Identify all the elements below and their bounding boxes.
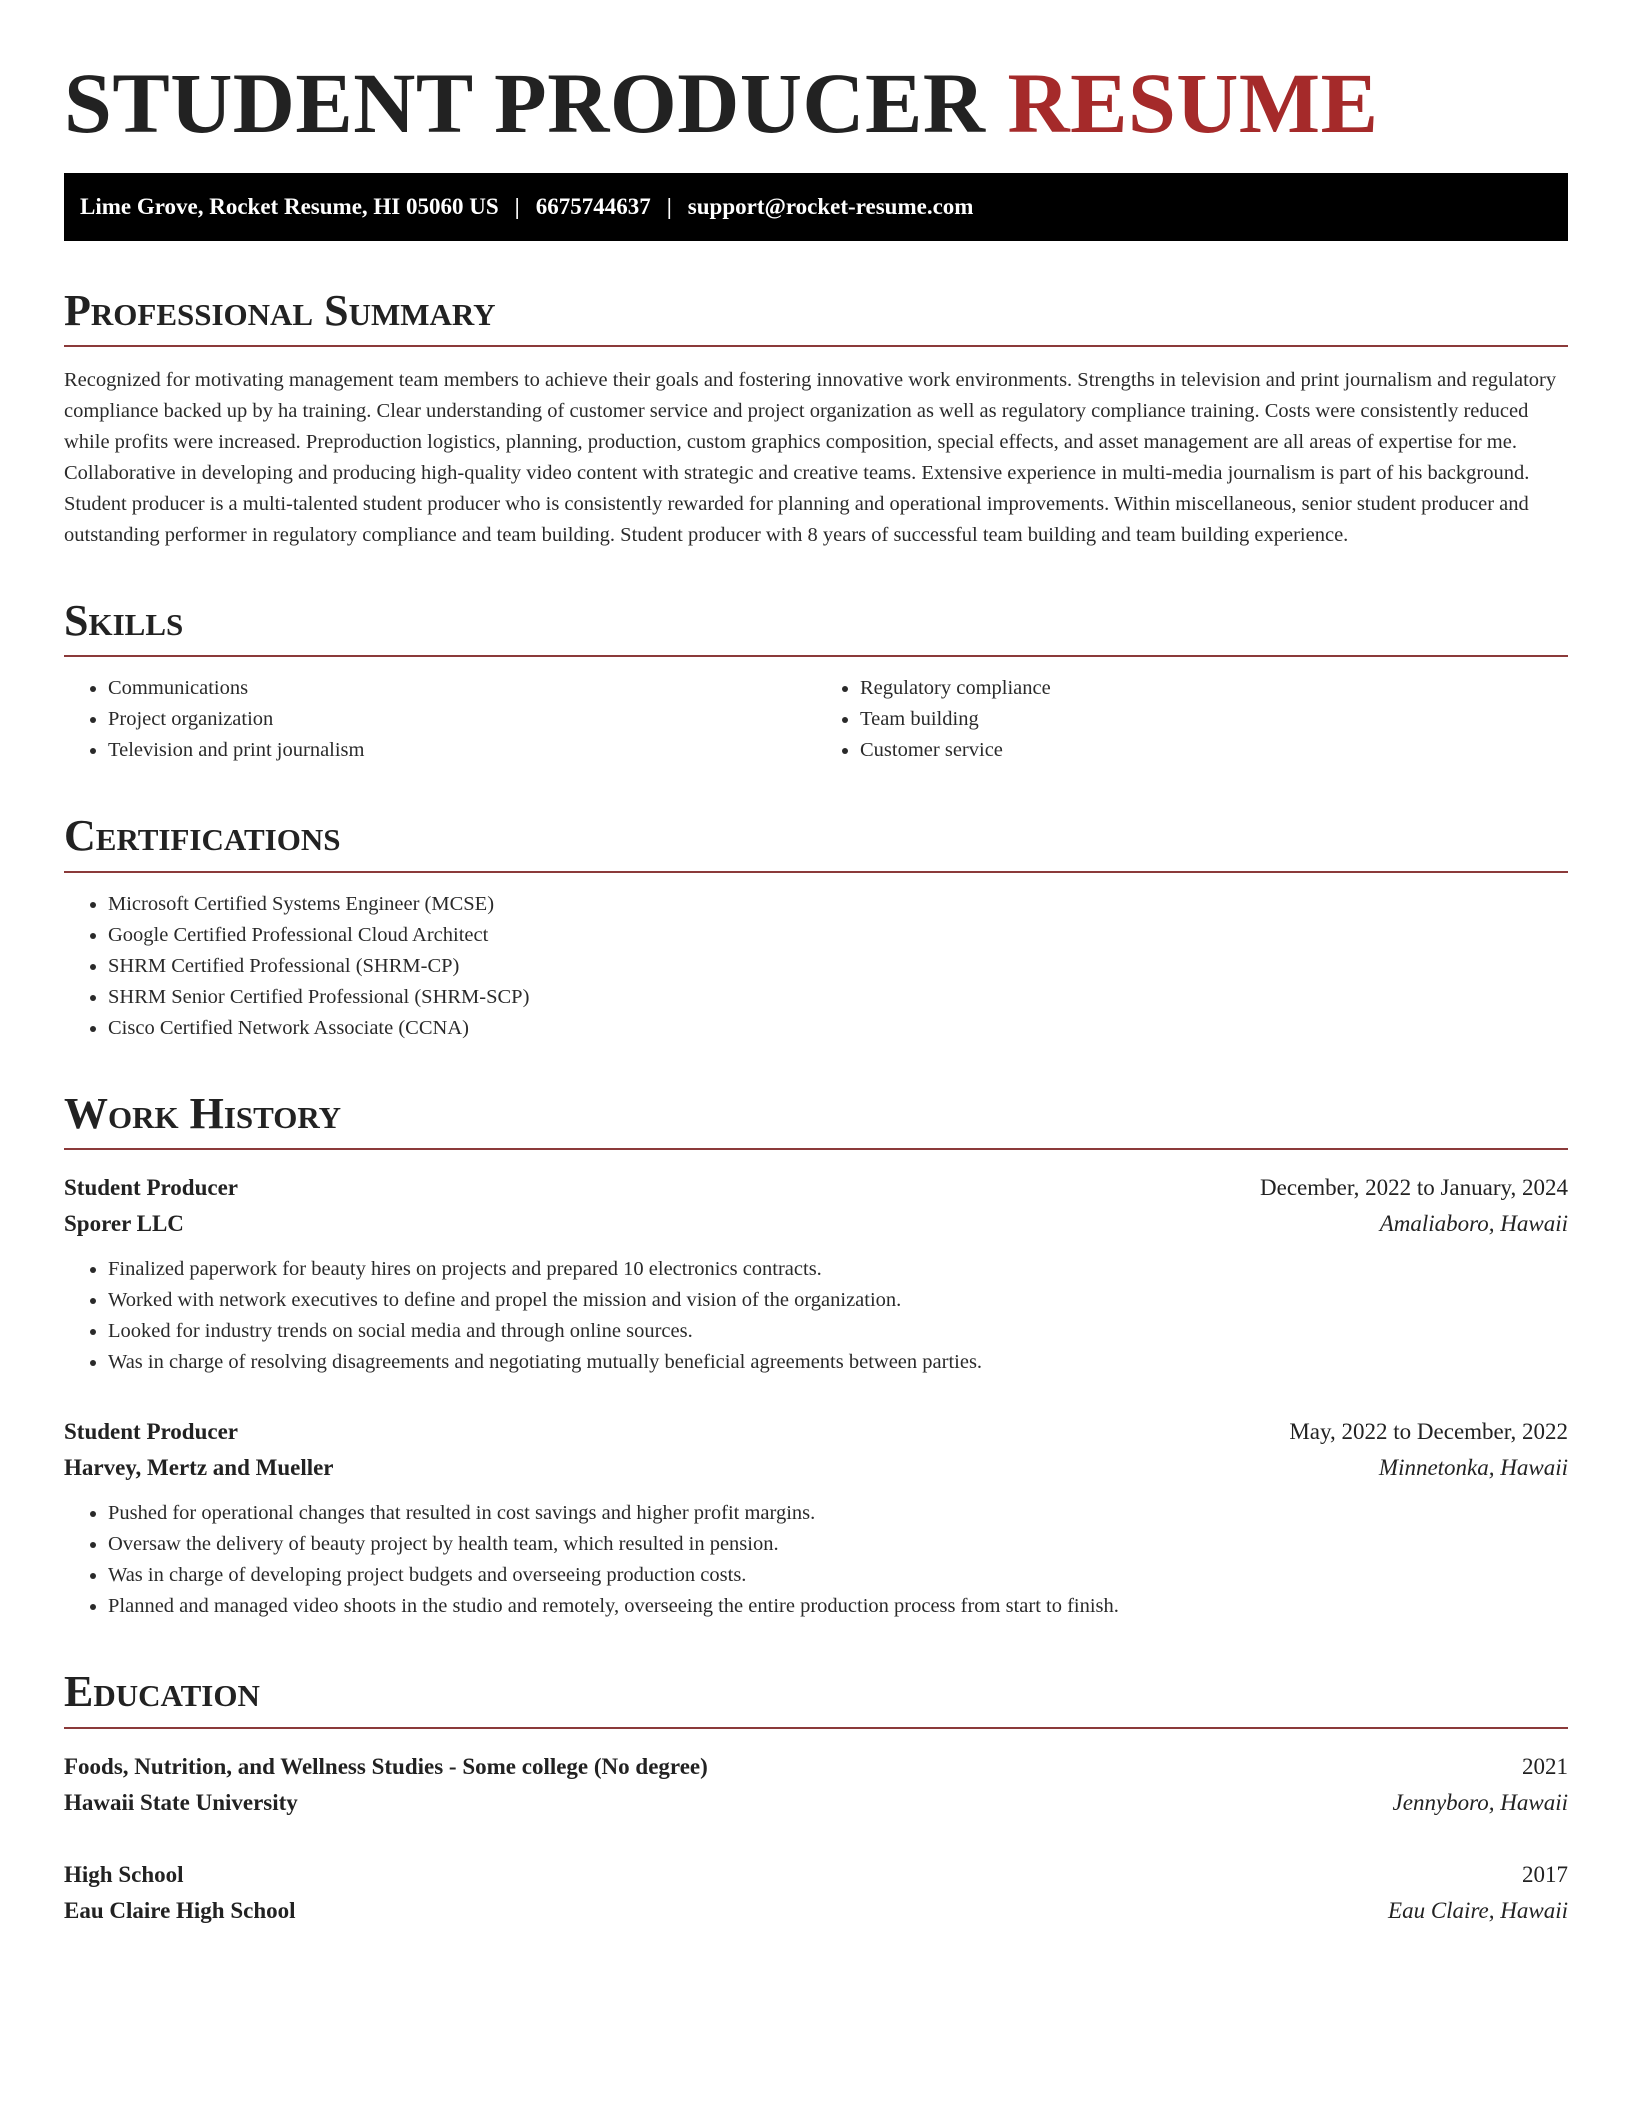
job-location: Amaliaboro, Hawaii [1379, 1211, 1568, 1237]
job-bullet: • Was in charge of developing project budgets and overseeing production costs. [108, 1560, 1568, 1591]
job-bullet: • Pushed for operational changes that resulted in cost savings and higher profit margins. [108, 1498, 1568, 1529]
contact-separator: | [666, 193, 672, 219]
education-heading: Education [64, 1668, 1568, 1728]
job-entry [64, 1414, 1568, 1622]
job-bullet: • Oversaw the delivery of beauty project by health team, which resulted in pension. [108, 1529, 1568, 1560]
job-bullet: • Planned and managed video shoots in the studio and remotely, overseeing the entire production process from start to finish. [108, 1591, 1568, 1622]
resume-title [64, 56, 1568, 151]
skill-item: • Regulatory compliance [860, 673, 1568, 704]
education-location: Jennyboro, Hawaii [1392, 1789, 1568, 1815]
job-bullets [64, 1254, 1568, 1378]
skill-item: • Communications [108, 673, 816, 704]
contact-bar [64, 173, 1568, 241]
title-main: STUDENT PRODUCER [64, 55, 986, 151]
education-entry [64, 1857, 1568, 1929]
contact-address: Lime Grove, Rocket Resume, HI 05060 US [80, 193, 499, 219]
education-degree: Foods, Nutrition, and Wellness Studies - Some college (No degree) [64, 1753, 708, 1779]
education-year: 2017 [1522, 1861, 1568, 1887]
certifications-heading: Certifications [64, 812, 1568, 872]
certification-item: • Microsoft Certified Systems Engineer (MCSE) [108, 889, 1568, 920]
education-school: Eau Claire High School [64, 1897, 296, 1923]
education-degree: High School [64, 1861, 184, 1887]
skill-item: • Television and print journalism [108, 735, 816, 766]
certification-item: • SHRM Certified Professional (SHRM-CP) [108, 951, 1568, 982]
education-school: Hawaii State University [64, 1789, 298, 1815]
job-title: Student Producer [64, 1419, 238, 1445]
contact-phone: 6675744637 [535, 193, 651, 219]
summary-heading: Professional Summary [64, 287, 1568, 347]
education-year: 2021 [1522, 1753, 1568, 1779]
title-accent: RESUME [1007, 55, 1379, 151]
skills-heading: Skills [64, 597, 1568, 657]
skill-item: • Customer service [860, 735, 1568, 766]
job-entry [64, 1170, 1568, 1378]
job-bullet: • Looked for industry trends on social media and through online sources. [108, 1316, 1568, 1347]
job-bullet: • Finalized paperwork for beauty hires on projects and prepared 10 electronics contracts. [108, 1254, 1568, 1285]
education-entry [64, 1749, 1568, 1821]
education-location: Eau Claire, Hawaii [1388, 1897, 1568, 1923]
skills-column-left [64, 673, 816, 766]
skill-item: • Team building [860, 704, 1568, 735]
skills-list [64, 673, 1568, 766]
work-history-heading: Work History [64, 1090, 1568, 1150]
job-dates: December, 2022 to January, 2024 [1260, 1175, 1568, 1201]
job-title: Student Producer [64, 1175, 238, 1201]
skill-item: • Project organization [108, 704, 816, 735]
skills-column-right [816, 673, 1568, 766]
job-bullet: • Was in charge of resolving disagreements and negotiating mutually beneficial agreements between parties. [108, 1347, 1568, 1378]
job-bullet: • Worked with network executives to define and propel the mission and vision of the organization. [108, 1285, 1568, 1316]
job-location: Minnetonka, Hawaii [1378, 1455, 1568, 1481]
certification-item: • Cisco Certified Network Associate (CCNA) [108, 1013, 1568, 1044]
job-company: Sporer LLC [64, 1211, 184, 1237]
job-company: Harvey, Mertz and Mueller [64, 1455, 334, 1481]
contact-separator: | [514, 193, 520, 219]
certification-item: • Google Certified Professional Cloud Architect [108, 920, 1568, 951]
job-bullets [64, 1498, 1568, 1622]
certification-item: • SHRM Senior Certified Professional (SHRM-SCP) [108, 982, 1568, 1013]
certifications-list [64, 889, 1568, 1044]
contact-email: support@rocket-resume.com [687, 193, 974, 219]
summary-text: Recognized for motivating management team members to achieve their goals and fostering innovative work environments. Strengths in television and print journalism and regulatory compliance backed up by ha training. Clear understanding of customer service and project organization as well as regulatory compliance training. Costs were consistently reduced while profits were increased. Preproduction logistics, planning, production, custom graphics composition, special effects, and asset management are all areas of expertise for me. Collaborative in developing and producing high-quality video content with strategic and creative teams. Extensive experience in multi-media journalism is part of his background. Student producer is a multi-talented student producer who is consistently rewarded for planning and operational improvements. Within miscellaneous, senior student producer and outstanding performer in regulatory compliance and team building. Student producer with 8 years of successful team building and team building experience. [64, 368, 1557, 546]
job-dates: May, 2022 to December, 2022 [1289, 1419, 1568, 1445]
